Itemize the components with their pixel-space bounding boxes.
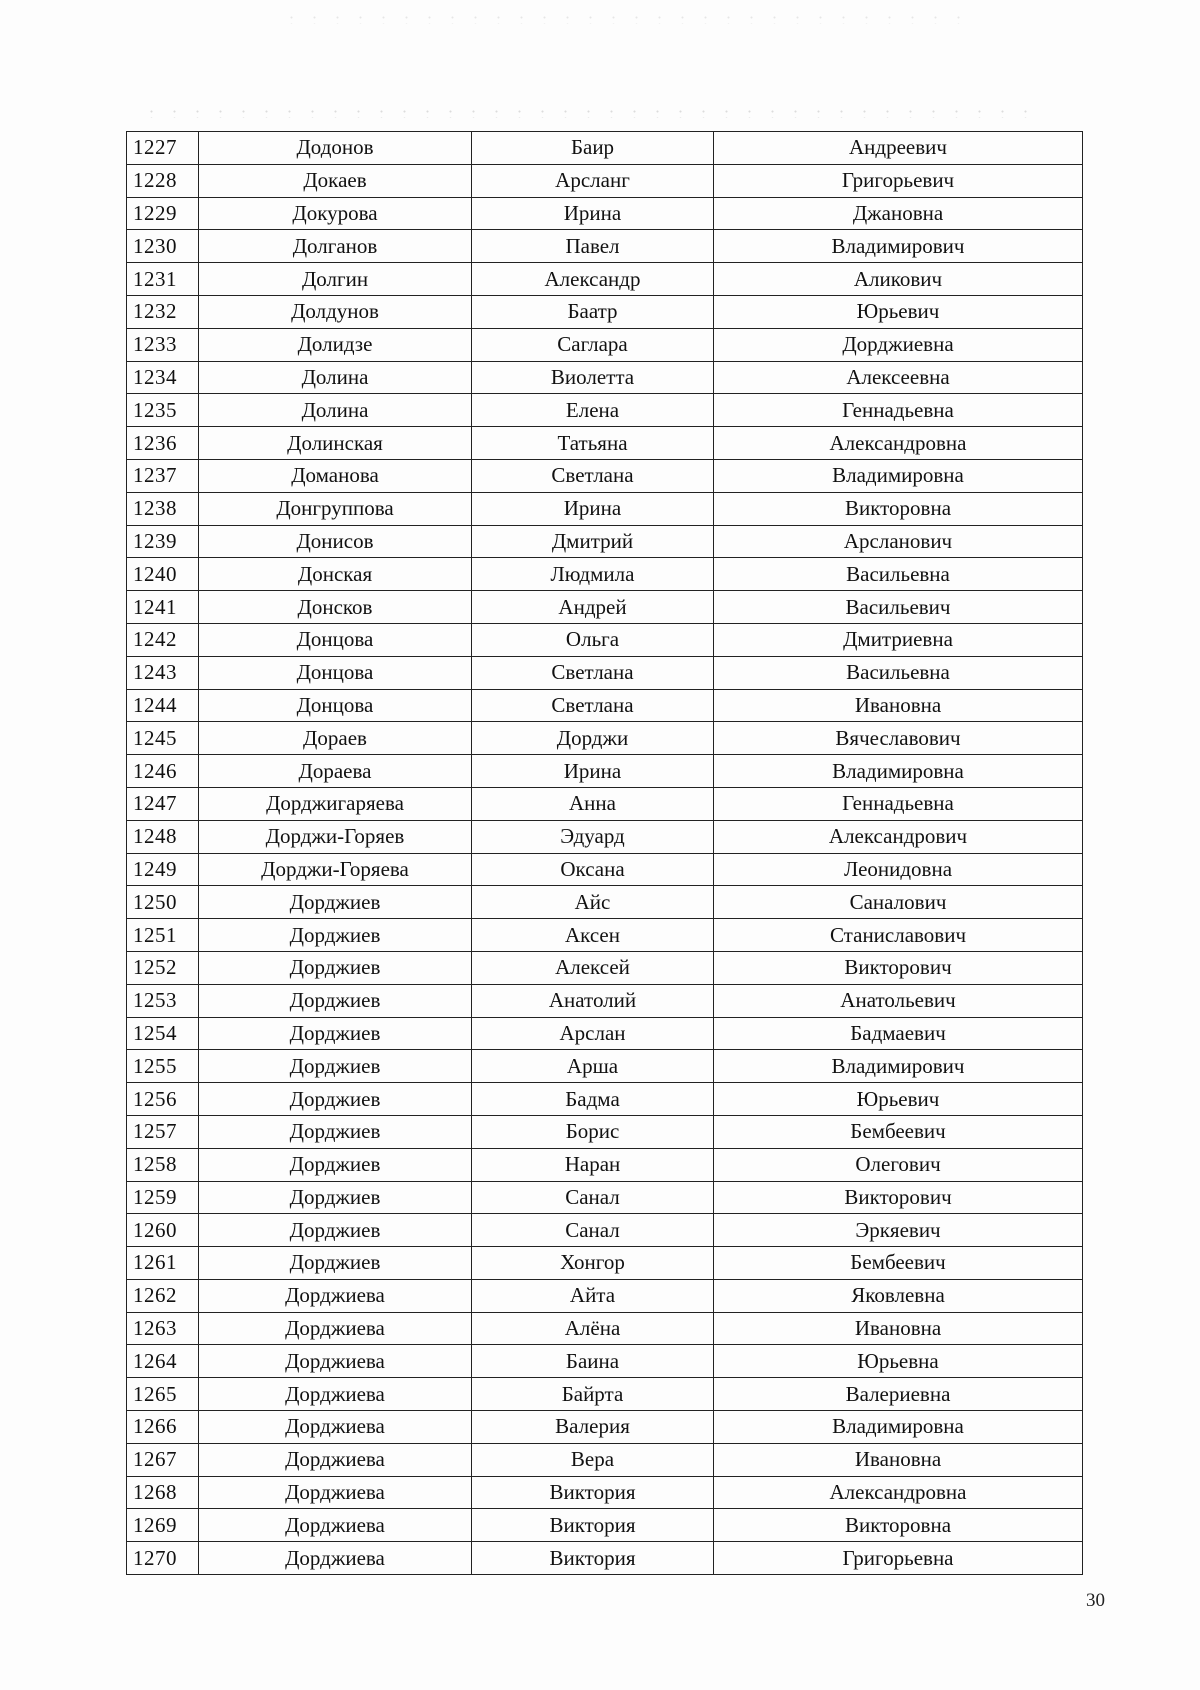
last-name-cell: Дорджиев: [199, 1181, 472, 1214]
patronymic-cell: Викторовна: [714, 1509, 1083, 1542]
last-name-cell: Долдунов: [199, 295, 472, 328]
table-row: [127, 886, 1083, 919]
patronymic-cell: Григорьевна: [714, 1542, 1083, 1575]
table-row: [127, 263, 1083, 296]
row-number-cell: 1230: [127, 230, 199, 263]
first-name-cell: Наран: [472, 1148, 714, 1181]
last-name-cell: Дорджиев: [199, 984, 472, 1017]
row-number-cell: 1229: [127, 197, 199, 230]
table-row: [127, 853, 1083, 886]
patronymic-cell: Геннадьевна: [714, 787, 1083, 820]
first-name-cell: Виктория: [472, 1542, 714, 1575]
patronymic-cell: Вячеславович: [714, 722, 1083, 755]
row-number-cell: 1250: [127, 886, 199, 919]
first-name-cell: Ирина: [472, 197, 714, 230]
first-name-cell: Борис: [472, 1115, 714, 1148]
row-number-cell: 1240: [127, 558, 199, 591]
last-name-cell: Дорджи-Горяева: [199, 853, 472, 886]
row-number-cell: 1253: [127, 984, 199, 1017]
row-number-cell: 1231: [127, 263, 199, 296]
last-name-cell: Доманова: [199, 459, 472, 492]
first-name-cell: Валерия: [472, 1411, 714, 1444]
first-name-cell: Павел: [472, 230, 714, 263]
first-name-cell: Ольга: [472, 623, 714, 656]
table-row: [127, 295, 1083, 328]
last-name-cell: Дорджиев: [199, 1083, 472, 1116]
table-row: [127, 132, 1083, 165]
last-name-cell: Дорджиева: [199, 1279, 472, 1312]
patronymic-cell: Станиславович: [714, 919, 1083, 952]
last-name-cell: Дорджиев: [199, 886, 472, 919]
table-row: [127, 394, 1083, 427]
first-name-cell: Арсланг: [472, 164, 714, 197]
row-number-cell: 1238: [127, 492, 199, 525]
patronymic-cell: Ивановна: [714, 1443, 1083, 1476]
table-row: [127, 1345, 1083, 1378]
first-name-cell: Баина: [472, 1345, 714, 1378]
last-name-cell: Дорджиева: [199, 1476, 472, 1509]
table-row: [127, 1411, 1083, 1444]
row-number-cell: 1257: [127, 1115, 199, 1148]
last-name-cell: Дораев: [199, 722, 472, 755]
last-name-cell: Додонов: [199, 132, 472, 165]
row-number-cell: 1249: [127, 853, 199, 886]
row-number-cell: 1258: [127, 1148, 199, 1181]
row-number-cell: 1255: [127, 1050, 199, 1083]
table-row: [127, 1017, 1083, 1050]
patronymic-cell: Викторовна: [714, 492, 1083, 525]
first-name-cell: Айс: [472, 886, 714, 919]
last-name-cell: Донцова: [199, 623, 472, 656]
row-number-cell: 1227: [127, 132, 199, 165]
last-name-cell: Дорджиев: [199, 1247, 472, 1280]
last-name-cell: Дорджи-Горяев: [199, 820, 472, 853]
row-number-cell: 1235: [127, 394, 199, 427]
row-number-cell: 1256: [127, 1083, 199, 1116]
row-number-cell: 1266: [127, 1411, 199, 1444]
names-table-body: [127, 132, 1083, 1575]
patronymic-cell: Васильевна: [714, 656, 1083, 689]
first-name-cell: Баатр: [472, 295, 714, 328]
patronymic-cell: Владимировна: [714, 1411, 1083, 1444]
patronymic-cell: Бадмаевич: [714, 1017, 1083, 1050]
row-number-cell: 1244: [127, 689, 199, 722]
patronymic-cell: Александрович: [714, 820, 1083, 853]
table-row: [127, 492, 1083, 525]
table-row: [127, 755, 1083, 788]
first-name-cell: Дорджи: [472, 722, 714, 755]
last-name-cell: Донсков: [199, 591, 472, 624]
scan-noise-top: [280, 14, 960, 24]
first-name-cell: Дмитрий: [472, 525, 714, 558]
first-name-cell: Елена: [472, 394, 714, 427]
last-name-cell: Дорджиев: [199, 1017, 472, 1050]
last-name-cell: Дорджиев: [199, 1050, 472, 1083]
table-row: [127, 1083, 1083, 1116]
patronymic-cell: Яковлевна: [714, 1279, 1083, 1312]
first-name-cell: Байрта: [472, 1378, 714, 1411]
first-name-cell: Оксана: [472, 853, 714, 886]
row-number-cell: 1261: [127, 1247, 199, 1280]
table-row: [127, 459, 1083, 492]
first-name-cell: Эдуард: [472, 820, 714, 853]
last-name-cell: Дорджиева: [199, 1378, 472, 1411]
table-row: [127, 1214, 1083, 1247]
table-row: [127, 689, 1083, 722]
last-name-cell: Долина: [199, 394, 472, 427]
last-name-cell: Дорджиев: [199, 1115, 472, 1148]
last-name-cell: Дораева: [199, 755, 472, 788]
row-number-cell: 1237: [127, 459, 199, 492]
table-row: [127, 919, 1083, 952]
row-number-cell: 1232: [127, 295, 199, 328]
first-name-cell: Виктория: [472, 1476, 714, 1509]
table-row: [127, 1279, 1083, 1312]
first-name-cell: Андрей: [472, 591, 714, 624]
table-row: [127, 427, 1083, 460]
last-name-cell: Дорджиева: [199, 1509, 472, 1542]
first-name-cell: Виктория: [472, 1509, 714, 1542]
table-row: [127, 558, 1083, 591]
last-name-cell: Дорджиев: [199, 951, 472, 984]
row-number-cell: 1259: [127, 1181, 199, 1214]
patronymic-cell: Бембеевич: [714, 1115, 1083, 1148]
table-row: [127, 591, 1083, 624]
row-number-cell: 1228: [127, 164, 199, 197]
table-row: [127, 1378, 1083, 1411]
patronymic-cell: Джановна: [714, 197, 1083, 230]
last-name-cell: Дорджиева: [199, 1411, 472, 1444]
patronymic-cell: Дорджиевна: [714, 328, 1083, 361]
first-name-cell: Баир: [472, 132, 714, 165]
table-row: [127, 1247, 1083, 1280]
row-number-cell: 1241: [127, 591, 199, 624]
row-number-cell: 1269: [127, 1509, 199, 1542]
last-name-cell: Долганов: [199, 230, 472, 263]
row-number-cell: 1254: [127, 1017, 199, 1050]
last-name-cell: Дорджиев: [199, 919, 472, 952]
patronymic-cell: Ивановна: [714, 689, 1083, 722]
row-number-cell: 1242: [127, 623, 199, 656]
last-name-cell: Долинская: [199, 427, 472, 460]
row-number-cell: 1252: [127, 951, 199, 984]
patronymic-cell: Дмитриевна: [714, 623, 1083, 656]
table-row: [127, 1542, 1083, 1575]
last-name-cell: Докурова: [199, 197, 472, 230]
patronymic-cell: Саналович: [714, 886, 1083, 919]
first-name-cell: Людмила: [472, 558, 714, 591]
names-table: [126, 131, 1083, 1575]
table-row: [127, 1443, 1083, 1476]
last-name-cell: Донцова: [199, 689, 472, 722]
row-number-cell: 1243: [127, 656, 199, 689]
table-row: [127, 1476, 1083, 1509]
row-number-cell: 1247: [127, 787, 199, 820]
table-row: [127, 1148, 1083, 1181]
row-number-cell: 1233: [127, 328, 199, 361]
first-name-cell: Санал: [472, 1214, 714, 1247]
last-name-cell: Дорджигаряева: [199, 787, 472, 820]
first-name-cell: Виолетта: [472, 361, 714, 394]
row-number-cell: 1248: [127, 820, 199, 853]
scan-noise-header: [140, 108, 1040, 118]
first-name-cell: Санал: [472, 1181, 714, 1214]
table-row: [127, 623, 1083, 656]
row-number-cell: 1264: [127, 1345, 199, 1378]
patronymic-cell: Алексеевна: [714, 361, 1083, 394]
row-number-cell: 1234: [127, 361, 199, 394]
row-number-cell: 1245: [127, 722, 199, 755]
patronymic-cell: Васильевна: [714, 558, 1083, 591]
patronymic-cell: Арсланович: [714, 525, 1083, 558]
row-number-cell: 1236: [127, 427, 199, 460]
table-row: [127, 1115, 1083, 1148]
last-name-cell: Долидзе: [199, 328, 472, 361]
table-row: [127, 656, 1083, 689]
last-name-cell: Долина: [199, 361, 472, 394]
last-name-cell: Дорджиева: [199, 1345, 472, 1378]
table-row: [127, 1312, 1083, 1345]
first-name-cell: Алёна: [472, 1312, 714, 1345]
row-number-cell: 1246: [127, 755, 199, 788]
first-name-cell: Вера: [472, 1443, 714, 1476]
row-number-cell: 1263: [127, 1312, 199, 1345]
last-name-cell: Долгин: [199, 263, 472, 296]
patronymic-cell: Александровна: [714, 1476, 1083, 1509]
patronymic-cell: Александровна: [714, 427, 1083, 460]
patronymic-cell: Владимировна: [714, 755, 1083, 788]
patronymic-cell: Аликович: [714, 263, 1083, 296]
first-name-cell: Татьяна: [472, 427, 714, 460]
row-number-cell: 1270: [127, 1542, 199, 1575]
row-number-cell: 1260: [127, 1214, 199, 1247]
patronymic-cell: Олегович: [714, 1148, 1083, 1181]
last-name-cell: Дорджиев: [199, 1214, 472, 1247]
row-number-cell: 1239: [127, 525, 199, 558]
row-number-cell: 1251: [127, 919, 199, 952]
patronymic-cell: Васильевич: [714, 591, 1083, 624]
table-row: [127, 1050, 1083, 1083]
patronymic-cell: Владимирович: [714, 230, 1083, 263]
table-row: [127, 722, 1083, 755]
first-name-cell: Саглара: [472, 328, 714, 361]
table-row: [127, 951, 1083, 984]
first-name-cell: Анатолий: [472, 984, 714, 1017]
patronymic-cell: Ивановна: [714, 1312, 1083, 1345]
table-row: [127, 984, 1083, 1017]
patronymic-cell: Владимировна: [714, 459, 1083, 492]
first-name-cell: Хонгор: [472, 1247, 714, 1280]
table-row: [127, 525, 1083, 558]
row-number-cell: 1262: [127, 1279, 199, 1312]
first-name-cell: Бадма: [472, 1083, 714, 1116]
row-number-cell: 1268: [127, 1476, 199, 1509]
table-row: [127, 164, 1083, 197]
page-number: 30: [1086, 1590, 1105, 1611]
first-name-cell: Айта: [472, 1279, 714, 1312]
first-name-cell: Светлана: [472, 656, 714, 689]
first-name-cell: Аксен: [472, 919, 714, 952]
last-name-cell: Дорджиева: [199, 1312, 472, 1345]
last-name-cell: Донская: [199, 558, 472, 591]
patronymic-cell: Юрьевич: [714, 295, 1083, 328]
first-name-cell: Ирина: [472, 755, 714, 788]
patronymic-cell: Григорьевич: [714, 164, 1083, 197]
first-name-cell: Светлана: [472, 689, 714, 722]
patronymic-cell: Анатольевич: [714, 984, 1083, 1017]
first-name-cell: Арша: [472, 1050, 714, 1083]
patronymic-cell: Юрьевна: [714, 1345, 1083, 1378]
patronymic-cell: Андреевич: [714, 132, 1083, 165]
patronymic-cell: Валериевна: [714, 1378, 1083, 1411]
patronymic-cell: Викторович: [714, 951, 1083, 984]
last-name-cell: Дорджиева: [199, 1542, 472, 1575]
row-number-cell: 1267: [127, 1443, 199, 1476]
patronymic-cell: Викторович: [714, 1181, 1083, 1214]
table-row: [127, 1181, 1083, 1214]
last-name-cell: Донисов: [199, 525, 472, 558]
last-name-cell: Донгруппова: [199, 492, 472, 525]
first-name-cell: Анна: [472, 787, 714, 820]
last-name-cell: Дорджиева: [199, 1443, 472, 1476]
table-row: [127, 197, 1083, 230]
table-row: [127, 361, 1083, 394]
last-name-cell: Донцова: [199, 656, 472, 689]
last-name-cell: Дорджиев: [199, 1148, 472, 1181]
patronymic-cell: Эркяевич: [714, 1214, 1083, 1247]
patronymic-cell: Юрьевич: [714, 1083, 1083, 1116]
table-row: [127, 1509, 1083, 1542]
first-name-cell: Ирина: [472, 492, 714, 525]
first-name-cell: Алексей: [472, 951, 714, 984]
row-number-cell: 1265: [127, 1378, 199, 1411]
table-row: [127, 820, 1083, 853]
first-name-cell: Арслан: [472, 1017, 714, 1050]
first-name-cell: Александр: [472, 263, 714, 296]
patronymic-cell: Леонидовна: [714, 853, 1083, 886]
last-name-cell: Докаев: [199, 164, 472, 197]
table-row: [127, 328, 1083, 361]
patronymic-cell: Геннадьевна: [714, 394, 1083, 427]
patronymic-cell: Бембеевич: [714, 1247, 1083, 1280]
patronymic-cell: Владимирович: [714, 1050, 1083, 1083]
first-name-cell: Светлана: [472, 459, 714, 492]
table-row: [127, 787, 1083, 820]
table-row: [127, 230, 1083, 263]
